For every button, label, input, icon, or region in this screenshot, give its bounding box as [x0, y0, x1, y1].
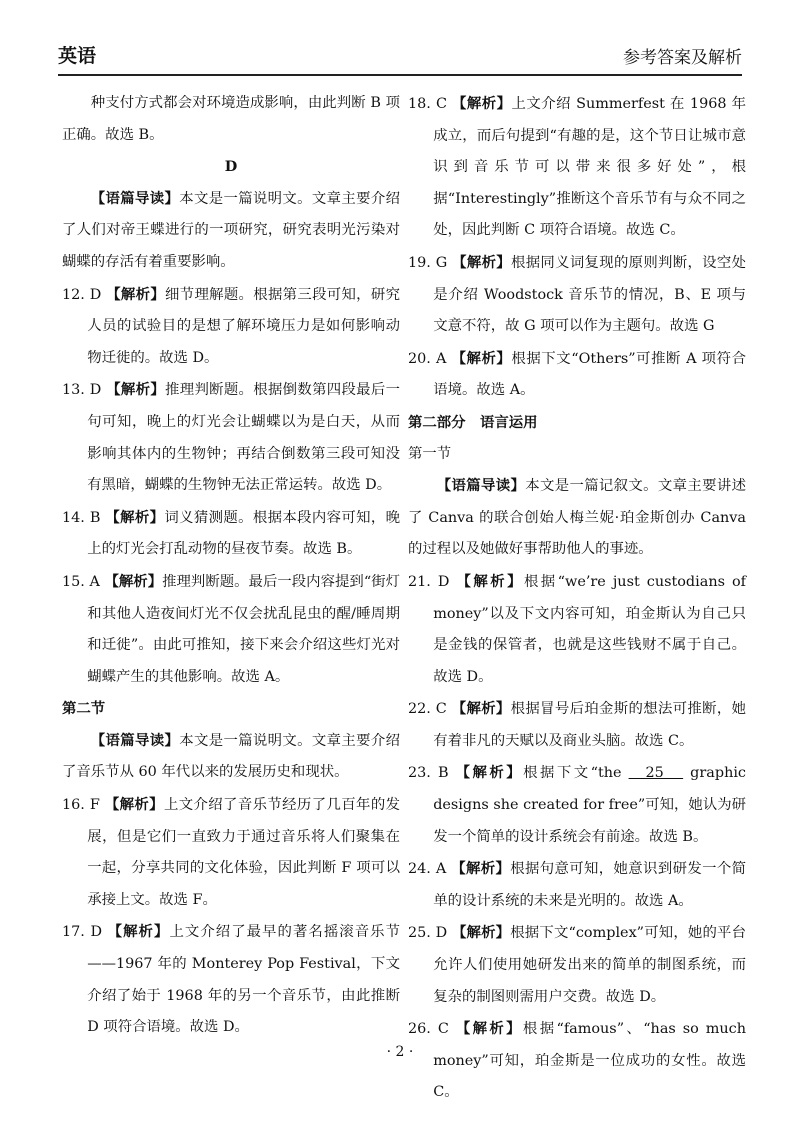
analysis-text: 推理判断题。最后一段内容提到“街灯和其他人造夜间灯光不仅会扰乱昆虫的醒/睡周期和迁徙”。由此可推知，接下来会介绍这些灯光对蝴蝶产生的其他影响。故选 A。 — [87, 573, 400, 685]
analysis-text: 推理判断题。根据倒数第四段最后一句可知，晚上的灯光会让蝴蝶以为是白天，从而影响其体内的生物钟；再结合倒数第三段可知没有黑暗，蝴蝶的生物钟无法正常运转。故选 D。 — [87, 382, 400, 494]
analysis-text: 根据“we’re just custodians of money”以及下文内容可知，珀金斯认为自己只是金钱的保管者，也就是这些钱财不属于自己。故选 D。 — [433, 573, 747, 685]
answer-number: 18. C — [408, 96, 447, 112]
passage-guide-d — [62, 183, 400, 279]
answer-item-14 — [62, 502, 400, 566]
answer-number: 26. C — [408, 1021, 449, 1038]
part-heading: 第二部分 语言运用 — [408, 413, 538, 431]
analysis-text: 细节理解题。根据第三段可知，研究人员的试验目的是想了解环境压力是如何影响动物迁徙的。故选 D。 — [87, 286, 400, 366]
answer-item-24 — [408, 853, 746, 917]
analysis-text: 根据句意可知，她意识到研发一个简单的设计系统的未来是光明的。故选 A。 — [433, 861, 746, 909]
answer-number: 25. D — [408, 925, 448, 942]
passage-guide-part2 — [408, 470, 746, 566]
section-heading-1: 第一节 — [408, 445, 452, 462]
answer-item-17 — [62, 916, 400, 1043]
answer-item-21 — [408, 566, 746, 693]
analysis-tag: 【解析】 — [456, 572, 524, 590]
analysis-text: 词义猜测题。根据本段内容可知，晚上的灯光会打乱动物的昼夜节奏。故选 B。 — [87, 509, 400, 558]
analysis-tag: 【解析】 — [452, 95, 512, 112]
analysis-tag: 【解析】 — [105, 508, 165, 526]
analysis-text: 根据下文“the — [523, 765, 629, 782]
answer-number: 19. G — [408, 254, 448, 271]
answer-item-20 — [408, 343, 746, 407]
analysis-text: 上文介绍 Summerfest 在 1968 年成立，而后句提到“有趣的是，这个节日让城市意识到音乐节可以带来很多好处”，根据“Interestingly”推断这个音乐节有与众不同之处，因此判断 C 项符合语境。故选 C。 — [433, 96, 746, 239]
answer-item-22 — [408, 693, 746, 757]
answer-number: 13. D — [62, 382, 102, 399]
section-heading-d: D — [224, 158, 238, 176]
right-column — [408, 88, 746, 1109]
analysis-tag: 【解析】 — [451, 924, 511, 942]
analysis-tag: 【解析】 — [106, 381, 166, 399]
analysis-tag: 【解析】 — [455, 764, 524, 782]
analysis-tag: 【解析】 — [455, 1020, 523, 1038]
guide-tag: 【语篇导读】 — [436, 477, 526, 495]
analysis-text: 根据冒号后珀金斯的想法可推断，她有着非凡的天赋以及商业头脑。故选 C。 — [433, 701, 746, 749]
continued-paragraph: 种支付方式都会对环境造成影响，由此判断 B 项正确。故选 B。 — [62, 95, 400, 143]
guide-text: 本文是一篇记叙文。文章主要讲述了 Canva 的联合创始人梅兰妮·珀金斯创办 Canva 的过程以及她做好事帮助他人的事迹。 — [408, 478, 746, 558]
section-heading-2: 第二节 — [62, 700, 106, 718]
answer-item-26 — [408, 1013, 746, 1109]
answer-number: 24. A — [408, 861, 447, 878]
subject-label: 英语 — [58, 45, 97, 67]
guide-text: 本文是一篇说明文。文章主要介绍了音乐节从 60 年代以来的发展历史和现状。 — [62, 732, 400, 781]
answer-number: 22. C — [408, 701, 447, 718]
answer-item-13 — [62, 374, 400, 501]
answer-item-12 — [62, 279, 400, 375]
answer-number: 16. F — [62, 797, 100, 814]
analysis-text: 根据下文“Others”可推断 A 项符合语境。故选 A。 — [433, 350, 746, 399]
answer-item-16 — [62, 789, 400, 916]
answer-item-23 — [408, 757, 746, 853]
answer-number: 17. D — [62, 924, 103, 941]
answer-item-25 — [408, 917, 746, 1013]
answer-number: 14. B — [62, 509, 101, 526]
answer-item-18 — [408, 88, 746, 247]
answer-number: 12. D — [62, 286, 102, 303]
analysis-text: 根据“famous”、“has so much money”可知，珀金斯是一位成功的女性。故选 C。 — [433, 1021, 746, 1101]
answer-number: 20. A — [408, 350, 447, 367]
page-number: · 2 · — [386, 1044, 414, 1060]
guide-tag: 【语篇导读】 — [90, 189, 180, 207]
analysis-tag: 【解析】 — [104, 796, 164, 814]
analysis-text: 上文介绍了最早的著名摇滚音乐节——1967 年的 Monterey Pop Festival，下文介绍了始于 1968 年的另一个音乐节，由此推断 D 项符合语境。故选 D。 — [87, 924, 400, 1036]
answer-item-19 — [408, 247, 746, 343]
analysis-tag: 【解析】 — [106, 285, 166, 303]
guide-text: 本文是一篇说明文。文章主要介绍了人们对帝王蝶进行的一项研究，研究表明光污染对蝴蝶的存活有着重要影响。 — [62, 190, 400, 270]
left-column — [62, 88, 400, 1044]
analysis-tag: 【解析】 — [107, 923, 170, 941]
guide-tag: 【语篇导读】 — [90, 731, 180, 749]
analysis-tag: 【解析】 — [451, 860, 511, 878]
analysis-text: 上文介绍了音乐节经历了几百年的发展，但是它们一直致力于通过音乐将人们聚集在一起，分享共同的文化体验，因此判断 F 项可以承接上文。故选 F。 — [87, 797, 400, 908]
analysis-text: 根据同义词复现的原则判断，设空处是介绍 Woodstock 音乐节的情况，B、E 项与文意不符，故 G 项可以作为主题句。故选 G — [433, 254, 746, 335]
analysis-tag: 【解析】 — [452, 253, 511, 271]
page-header — [58, 42, 742, 76]
analysis-text-cont: graphic designs she created for free”可知，她认为研发一个简单的设计系统会有前途。故选 B。 — [433, 765, 746, 845]
answer-number: 23. B — [408, 765, 449, 782]
analysis-text: 根据下文“complex”可知，她的平台允许人们使用她研发出来的简单的制图系统，而复杂的制图则需用户交费。故选 D。 — [433, 925, 747, 1005]
analysis-tag: 【解析】 — [104, 572, 163, 590]
blank-number: 25 — [628, 765, 684, 782]
passage-guide-section2 — [62, 725, 400, 789]
analysis-tag: 【解析】 — [451, 349, 512, 367]
answer-number: 21. D — [408, 573, 450, 590]
answer-item-15 — [62, 566, 400, 693]
answer-number: 15. A — [62, 573, 100, 590]
analysis-tag: 【解析】 — [451, 700, 511, 718]
answer-key-title: 参考答案及解析 — [623, 48, 742, 68]
